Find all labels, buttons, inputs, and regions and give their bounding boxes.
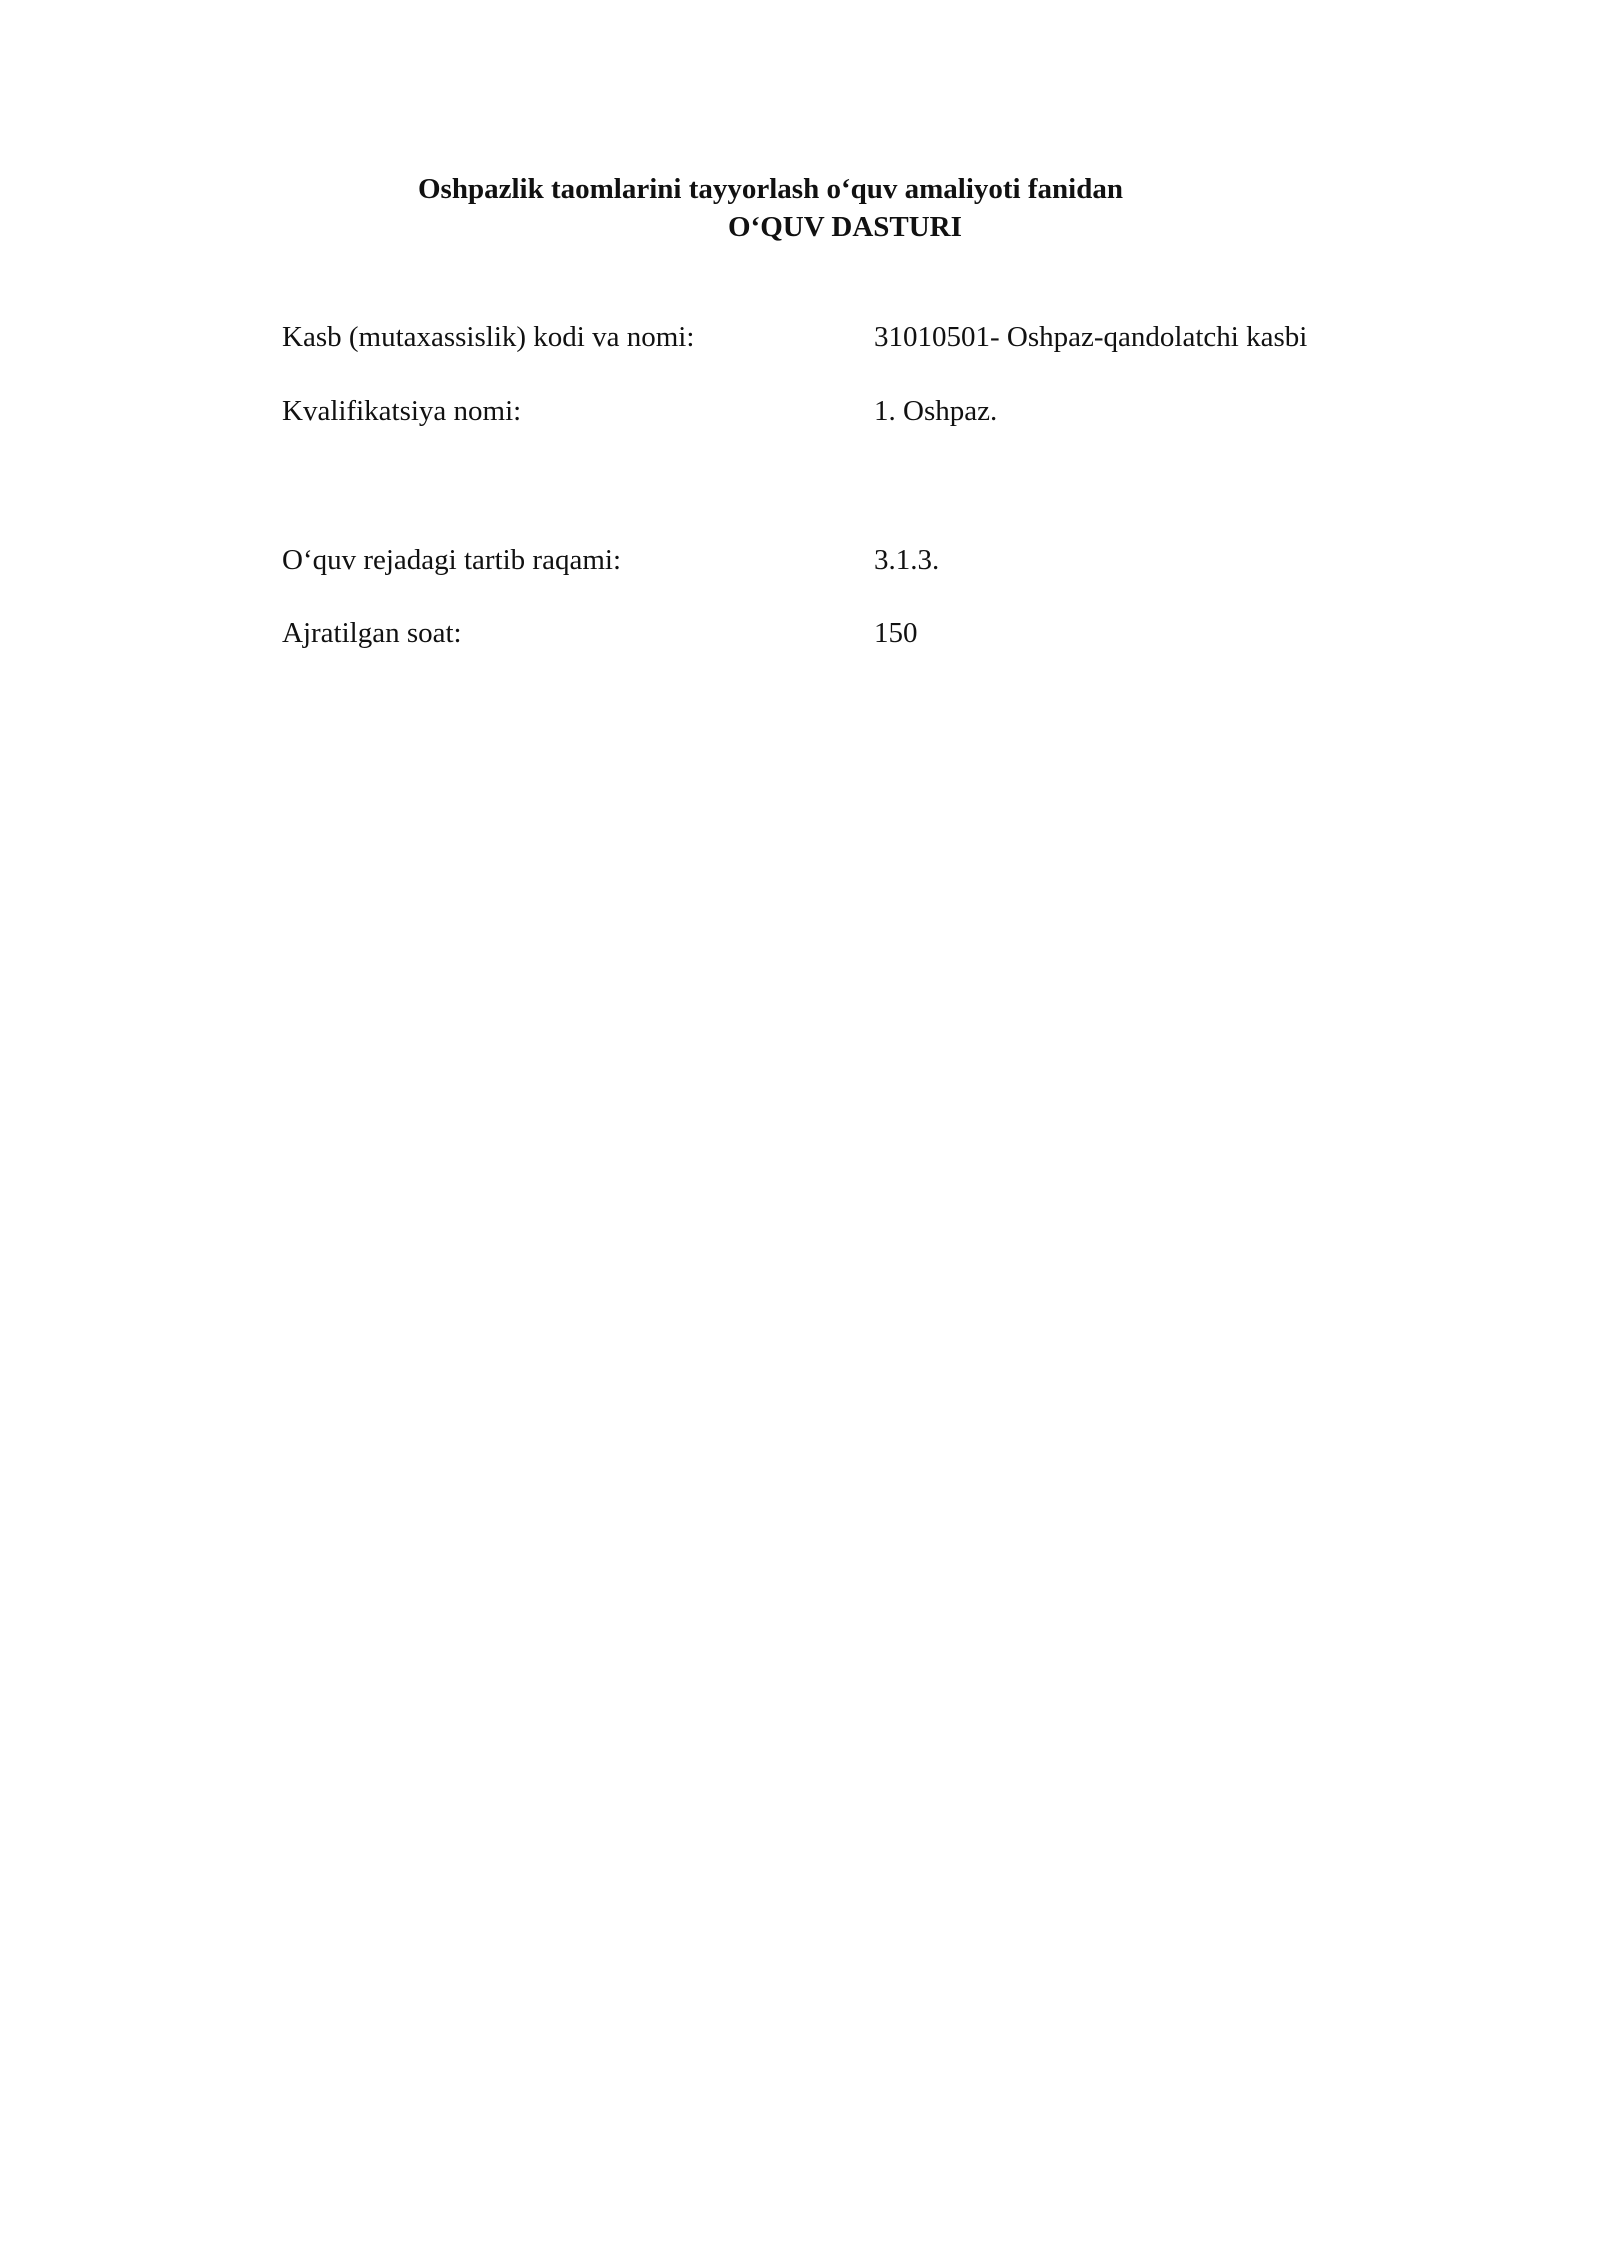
field-row-curriculum-number [282,540,1382,580]
field-label: Ajratilgan soat: [282,617,462,649]
field-value: 1. Oshpaz. [874,395,998,427]
field-value: 150 [874,617,918,649]
field-value: 31010501- Oshpaz-qandolatchi kasbi [874,321,1308,353]
field-row-qualification [282,391,1382,431]
field-row-allocated-hours [282,613,1382,653]
field-label: O‘quv rejadagi tartib raqami: [282,544,622,576]
field-label: Kasb (mutaxassislik) kodi va nomi: [282,321,695,353]
field-row-profession [282,317,1382,357]
title-program-line: O‘QUV DASTURI [728,211,962,243]
field-label: Kvalifikatsiya nomi: [282,395,522,427]
field-value: 3.1.3. [874,544,940,576]
title-subject-line: Oshpazlik taomlarini tayyorlash o‘quv amaliyoti fanidan [418,173,1123,205]
